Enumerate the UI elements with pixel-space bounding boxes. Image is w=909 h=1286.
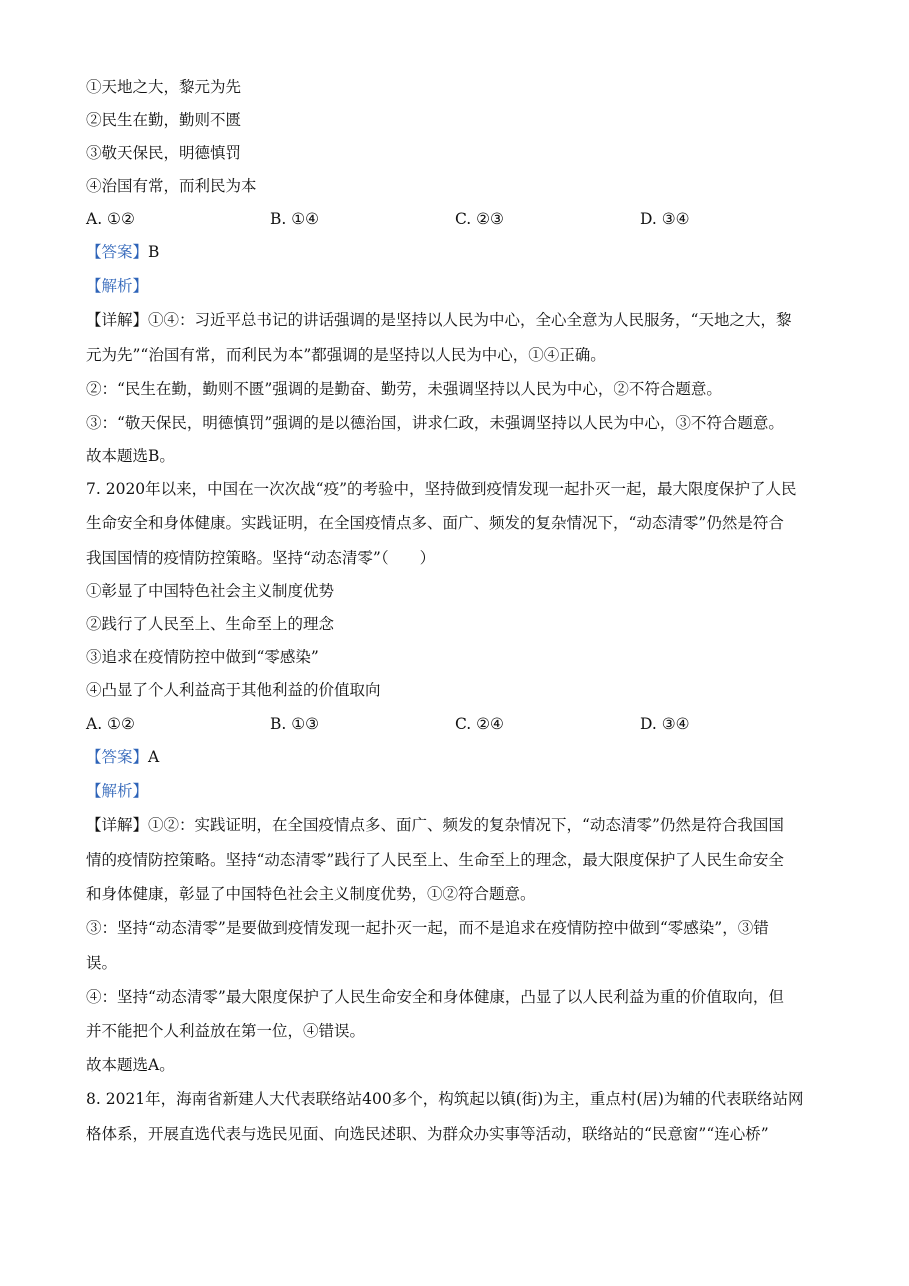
q7-stem-line-2: 生命安全和身体健康。实践证明，在全国疫情点多、面广、频发的复杂情况下，“动态清零”仍然是符合: [86, 514, 784, 532]
q6-item-1: ①天地之大，黎元为先: [86, 78, 242, 96]
q7-answer: [86, 747, 159, 767]
q7-detail-line-3: 和身体健康，彰显了中国特色社会主义制度优势，①②符合题意。: [86, 885, 536, 903]
q7-detail-line-4: ③：坚持“动态清零”是要做到疫情发现一起扑灭一起，而不是追求在疫情防控中做到“零感染”，③错: [86, 919, 769, 937]
detail-text: ①④：习近平总书记的讲话强调的是坚持以人民为中心，全心全意为人民服务，“天地之大，黎: [148, 311, 792, 329]
q6-detail-line-2: 元为先”“治国有常，而利民为本”都强调的是坚持以人民为中心，①④正确。: [86, 346, 606, 364]
q6-detail-line-1: [86, 310, 791, 330]
q7-option-b: B. ①③: [270, 715, 320, 733]
q7-stem-line-1: 7. 2020年以来，中国在一次次战“疫”的考验中，坚持做到疫情发现一起扑灭一起，最大限度保护了人民: [86, 480, 797, 498]
q7-option-d: D. ③④: [640, 715, 690, 733]
q7-analysis-tag: 【解析】: [86, 782, 149, 800]
q7-item-4: ④凸显了个人利益高于其他利益的价值取向: [86, 681, 381, 699]
q6-option-c: C. ②③: [455, 210, 504, 228]
detail-tag: 【详解】: [86, 816, 149, 834]
q8-stem-line-2: 格体系，开展直选代表与选民见面、向选民述职、为群众办实事等活动，联络站的“民意窗”“连心桥”: [86, 1125, 769, 1143]
q7-item-3: ③追求在疫情防控中做到“零感染”: [86, 648, 319, 666]
detail-text: ①②：实践证明，在全国疫情点多、面广、频发的复杂情况下，“动态清零”仍然是符合我国国: [148, 816, 784, 834]
answer-value: A: [148, 748, 160, 766]
q7-detail-line-1: [86, 815, 784, 835]
q6-conclusion: 故本题选B。: [86, 447, 175, 465]
q8-stem-line-1: 8. 2021年，海南省新建人大代表联络站400多个，构筑起以镇(街)为主，重点村(居)为辅的代表联络站网: [86, 1090, 804, 1108]
q7-conclusion: 故本题选A。: [86, 1056, 175, 1074]
q6-detail-line-4: ③：“敬天保民，明德慎罚”强调的是以德治国，讲求仁政，未强调坚持以人民为中心，③不符合题意。: [86, 414, 784, 432]
q7-item-1: ①彰显了中国特色社会主义制度优势: [86, 582, 335, 600]
q7-detail-line-7: 并不能把个人利益放在第一位，④错误。: [86, 1022, 366, 1040]
q6-item-2: ②民生在勤，勤则不匮: [86, 111, 242, 129]
answer-tag: 【答案】: [86, 748, 149, 766]
q6-detail-line-3: ②：“民生在勤，勤则不匮”强调的是勤奋、勤劳，未强调坚持以人民为中心，②不符合题意。: [86, 380, 722, 398]
q7-detail-line-5: 误。: [86, 954, 118, 972]
q7-detail-line-6: ④：坚持“动态清零”最大限度保护了人民生命安全和身体健康，凸显了以人民利益为重的价值取向，但: [86, 988, 784, 1006]
q6-item-4: ④治国有常，而利民为本: [86, 177, 257, 195]
q6-item-3: ③敬天保民，明德慎罚: [86, 144, 242, 162]
q7-stem-line-3: 我国国情的疫情防控策略。坚持“动态清零”（ ）: [86, 549, 436, 567]
answer-value: B: [148, 243, 160, 261]
q6-answer: [86, 242, 159, 262]
q6-option-d: D. ③④: [640, 210, 690, 228]
q6-option-b: B. ①④: [270, 210, 320, 228]
q7-option-c: C. ②④: [455, 715, 504, 733]
q7-item-2: ②践行了人民至上、生命至上的理念: [86, 615, 335, 633]
q6-analysis-tag: 【解析】: [86, 277, 149, 295]
q7-detail-line-2: 情的疫情防控策略。坚持“动态清零”践行了人民至上、生命至上的理念，最大限度保护了人民生命安全: [86, 851, 784, 869]
detail-tag: 【详解】: [86, 311, 149, 329]
q6-option-a: A. ①②: [86, 210, 135, 228]
q7-option-a: A. ①②: [86, 715, 135, 733]
answer-tag: 【答案】: [86, 243, 149, 261]
